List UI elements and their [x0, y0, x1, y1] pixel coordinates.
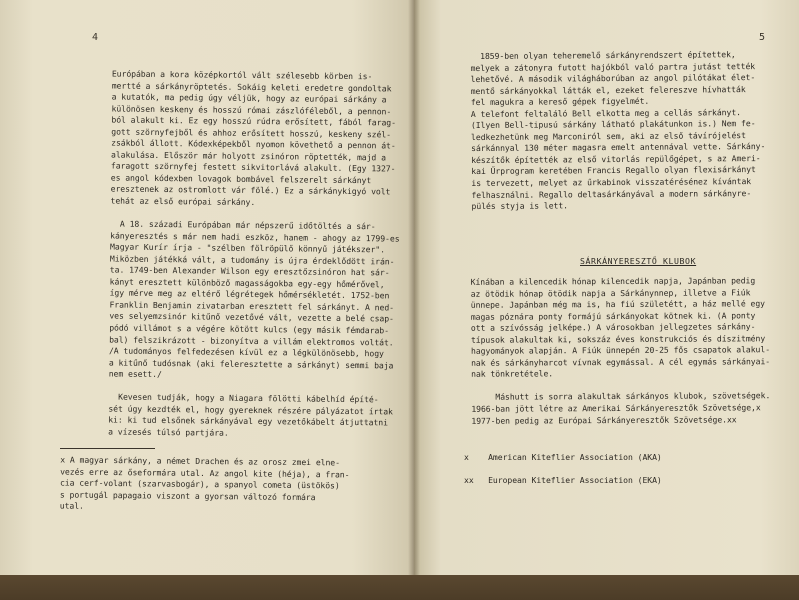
text-line: sét úgy kezdték el, hogy gyereknek részére pályázatot írtak: [108, 403, 393, 417]
text-line: Kevesen tudják, hogy a Niagara fölötti kábelhíd építé-: [108, 391, 379, 405]
text-line: zsákból állott. Kódexképekből nyomon követhető a pennon át-: [111, 137, 396, 151]
text-line: típusok alakultak ki, sokszáz éves konstrukciós és díszitmény: [470, 332, 766, 345]
text-line: eresztenek az ostromlott vár fölé.) Ez a sárkánykigyó volt: [110, 183, 391, 197]
text-line: kányt eresztett különböző magasságokba egy-egy hőmérővel,: [109, 276, 385, 290]
text-line: alakulása. Először már holyott zsinóron röptették, majd a: [110, 149, 386, 163]
table-edge: [0, 575, 799, 600]
text-line: nem esett./: [108, 368, 162, 380]
text-line: 1859-ben olyan teheremelő sárkányrendszert építettek,: [470, 49, 736, 62]
text-line: ledkezhetünk meg Marconiról sem, aki az első távírójelést: [471, 129, 746, 142]
text-line: pülés styja is lett.: [471, 200, 569, 212]
footnote-line: s portugál papagaio viszont a gyorsan változó formára: [59, 489, 316, 502]
left-body-text: [108, 68, 401, 441]
right-page: [414, 0, 799, 590]
footnote-line: x A magyar sárkány, a német Drachen és az orosz zmei elne-: [60, 454, 341, 468]
right-section-text: [471, 275, 771, 427]
footnote-line: xx European Kiteflier Association (EKA): [464, 475, 662, 486]
text-line: Máshutt is sorra alakultak sárkányos klubok, szövetségek.: [471, 390, 771, 403]
text-line: ves selyemzsinór kitűnő vezetővé vált, vezette a belé csap-: [109, 310, 394, 324]
text-line: is tervezett, melyet az űrkabinok visszatérésénez kívántak: [471, 176, 752, 189]
text-line: az ötödik hónap ötödik napja a Sárkánynnep, illetve a Fiúk: [470, 286, 751, 299]
text-line: ta. 1749-ben Alexander Wilson egy eresztőzsinóron hat sár-: [109, 264, 390, 278]
text-line: nak és sárkányharcot vívnak egymással. A cél egymás sárkányai-: [471, 356, 771, 368]
text-line: különösen keskeny és hosszú római zászlóféleből, a pennon-: [111, 103, 392, 117]
footnote-line: utal.: [59, 500, 84, 511]
text-line: kányeresztés s már nem hadi eszköz, hanem - ahogy az 1799-es: [110, 230, 400, 244]
footnote-line: vezés erre az őseformára utal. Az angol kite (héja), a fran-: [60, 466, 350, 480]
text-line: lehetővé. A második világháborúban az angol pilótákat élet-: [470, 72, 756, 85]
page-number: 5: [759, 32, 766, 43]
text-line: faragott szörnyfej festett sikvitorlává alakult. (Egy 1327-: [110, 160, 396, 174]
text-line: magas póznára ponty formájú sárkányokat kötnek ki. (A ponty: [470, 309, 756, 322]
text-line: A 18. századi Európában már népszerű időtöltés a sár-: [110, 218, 376, 232]
text-line: ünnepe. Japánban még ma is, ha fiú születétt, a ház mellé egy: [470, 298, 765, 310]
text-line: a vízesés túlsó partjára.: [108, 426, 229, 438]
text-line: felhasználni. Regallo deltasárkányával a modern sárkányre-: [471, 187, 752, 200]
text-line: a kitűnő tudósnak (aki feleresztette a sárkányt) semmi baja: [108, 357, 394, 371]
text-line: melyek a zátonyra futott hajókból való partra jutást tették: [470, 60, 756, 73]
text-line: bal) felszikrázott - bizonyítva a villám elektromos voltát.: [109, 334, 394, 348]
text-line: 1977-ben pedig az Európai Sárkányeresztők Szövetsége.xx: [471, 413, 737, 426]
text-line: fel magukra a kereső gépek figyelmét.: [470, 95, 650, 108]
text-line: tehát az első európai sárkány.: [110, 195, 256, 208]
text-line: Európában a kora középkortól vált szélesebb körben is-: [111, 68, 373, 82]
text-line: kai Űrprogram keretében Francis Regallo olyan flexisárkányt: [471, 164, 756, 177]
text-line: a kutatók, ma pedig úgy véljük, hogy az európai sárkány a: [111, 91, 387, 105]
text-line: Kínában a kilencedik hónap kilencedik napja, Japánban pedig: [470, 275, 756, 287]
text-line: mentő sárkányokkal látták el, ezeket felereszve hívhatták: [470, 83, 746, 96]
text-line: mertté a sárkányröptetés. Sokáig keleti eredetre gondoltak: [111, 80, 392, 93]
text-line: Miközben játékká vált, a tudomány is újra érdeklődött irán-: [109, 253, 395, 267]
footnote-divider: [60, 448, 155, 449]
footnote-line: [464, 464, 662, 476]
text-line: készítők építették az első vitorlás repülőgépet, s az Ameri-: [471, 152, 761, 165]
book-spine: [408, 0, 420, 590]
text-line: sárkánnyal 130 méter magasra emelt antennával vette. Sárkány-: [471, 141, 766, 154]
footnote-line: cia cerf-volant (szarvasbogár), a spanyol cometa (üstökös): [59, 477, 340, 491]
text-line: ki: ki tud elsőnek sárkányával egy vezetőkábelt átjuttatni: [108, 414, 389, 428]
text-line: A telefont feltaláló Bell elkotta meg a cellás sárkányt.: [470, 106, 741, 119]
page-number: 4: [92, 32, 99, 43]
left-footnote: [60, 454, 350, 515]
text-line: hagyományok alapján. A Fiúk ünnepén 20-25 fős csapatok alakul-: [470, 344, 771, 357]
text-line: így mérve meg az eltérő légrétegek hőmérsékletét. 1752-ben: [109, 287, 390, 301]
text-line: gott szörnyfejből és ahhoz erősített hosszú, keskeny szél-: [111, 126, 392, 140]
text-line: 1966-ban jött létre az Amerikai Sárkányeresztők Szövetsége,x: [471, 402, 761, 414]
text-line: pódó villámot s a végére kötött kulcs (egy másik fémdarab-: [109, 322, 390, 336]
text-line: ból alakult ki. Ez egy hosszú rúdra erősített, fából farag-: [111, 114, 397, 128]
text-line: Franklin Benjamin zivatarban eresztett fel sárkányt. A ned-: [109, 299, 395, 313]
text-line: ott a szívósság jelképe.) A városokban jellegzetes sárkány-: [470, 321, 756, 333]
text-line: /A tudományos felfedezésen kívül ez a légkülönösebb, hogy: [108, 345, 384, 359]
right-body-text: [470, 49, 765, 213]
text-line: es angol kódexben lovagok bombável felszerelt sárkányt: [110, 172, 372, 186]
text-line: (Ilyen Bell-tipusú sárkány látható plakátunkon is.) Nem fe-: [470, 118, 756, 131]
text-line: Magyar Kurír írja - "szélben fölröpülő könnyű játékszer".: [110, 241, 386, 255]
right-footnote: [464, 452, 662, 487]
footnote-line: x American Kiteflier Association (AKA): [464, 452, 662, 462]
text-line: nak tönkretétele.: [471, 368, 554, 380]
section-heading: SÁRKÁNYERESZTŐ KLUBOK: [580, 256, 697, 266]
